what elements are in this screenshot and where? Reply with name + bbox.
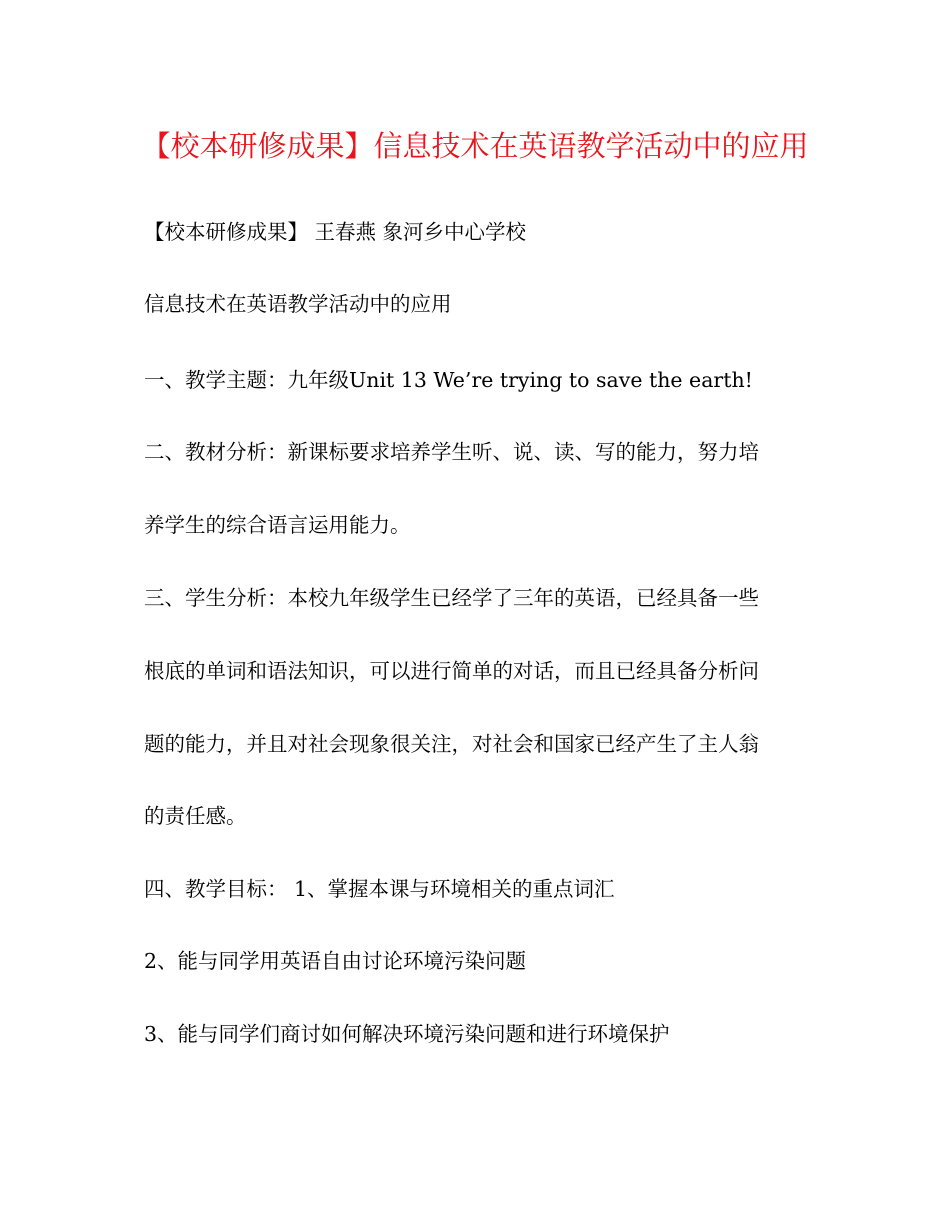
author-line: 【校本研修成果】 王春燕 象河乡中心学校	[144, 220, 527, 244]
student-analysis-line-1: 三、学生分析：本校九年级学生已经学了三年的英语，已经具备一些	[144, 586, 759, 610]
textbook-analysis-line-1: 二、教材分析：新课标要求培养学生听、说、读、写的能力，努力培	[144, 440, 759, 464]
document-title: 【校本研修成果】信息技术在英语教学活动中的应用	[141, 129, 809, 163]
student-analysis-line-2: 根底的单词和语法知识，可以进行简单的对话，而且已经具备分析问	[144, 659, 759, 683]
textbook-analysis-line-2: 养学生的综合语言运用能力。	[144, 513, 411, 537]
teaching-goal-line-3: 3、能与同学们商讨如何解决环境污染问题和进行环境保护	[144, 1022, 670, 1046]
student-analysis-line-4: 的责任感。	[144, 804, 247, 828]
teaching-goal-line-2: 2、能与同学用英语自由讨论环境污染问题	[144, 949, 527, 973]
student-analysis-line-3: 题的能力，并且对社会现象很关注，对社会和国家已经产生了主人翁	[144, 732, 759, 756]
subtitle-line: 信息技术在英语教学活动中的应用	[144, 292, 452, 316]
teaching-topic-line: 一、教学主题：九年级Unit 13 We’re trying to save the earth!	[144, 368, 753, 392]
teaching-goal-line-1: 四、教学目标： 1、掌握本课与环境相关的重点词汇	[144, 877, 615, 901]
